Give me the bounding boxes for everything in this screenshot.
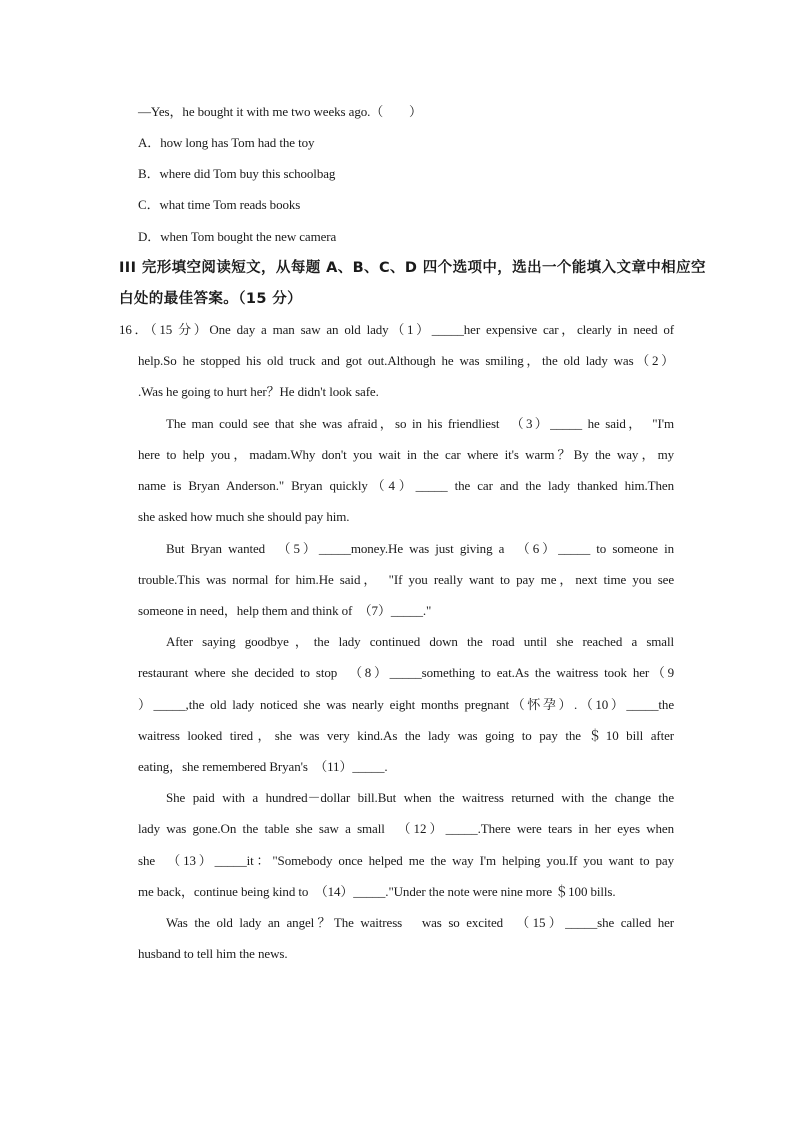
passage-line: someone in need，help them and think of （7）_____." <box>138 603 432 618</box>
passage-line: She paid with a hundred－dollar bill.But when the waitress returned with the change the <box>166 790 674 805</box>
passage-line: me back，continue being kind to （14）_____."Under the note were nine more ＄100 bills. <box>138 884 616 899</box>
passage-line: But Bryan wanted （5）_____money.He was just giving a （6）_____ to someone in <box>166 541 674 556</box>
passage-line: name is Bryan Anderson." Bryan quickly（4）_____ the car and the lady thanked him.Then <box>138 478 674 493</box>
option-a: A．how long has Tom had the toy <box>138 135 315 150</box>
passage-line: she （13）_____it："Somebody once helped me the way I'm helping you.If you want to pay <box>138 853 674 868</box>
passage-line: restaurant where she decided to stop （8）_____something to eat.As the waitress took her（9 <box>138 665 674 680</box>
passage-line: waitress looked tired，she was very kind.As the lady was going to pay the ＄10 bill after <box>138 728 674 743</box>
passage-line: .Was he going to hurt her？He didn't look safe. <box>138 384 379 399</box>
section-heading-line-1: III 完形填空阅读短文，从每题 A、B、C、D 四个选项中，选出一个能填入文章中相应空 <box>119 260 706 276</box>
passage-line: Was the old lady an angel？The waitress was so excited （15）_____she called her <box>166 915 674 930</box>
passage-line: lady was gone.On the table she saw a small （12）_____.There were tears in her eyes when <box>138 821 674 836</box>
option-c: C．what time Tom reads books <box>138 197 301 212</box>
passage-line: help.So he stopped his old truck and got out.Although he was smiling，the old lady was（2） <box>138 353 674 368</box>
passage-line: 16．（15 分）One day a man saw an old lady（1）_____her expensive car，clearly in need of <box>119 322 674 337</box>
passage-line: here to help you，madam.Why don't you wait in the car where it's warm？By the way，my <box>138 447 674 462</box>
section-heading-line-2: 白处的最佳答案。（15 分） <box>119 291 303 307</box>
passage-line: After saying goodbye，the lady continued down the road until she reached a small <box>166 634 674 649</box>
passage-line: she asked how much she should pay him. <box>138 509 350 524</box>
option-b: B．where did Tom buy this schoolbag <box>138 166 336 181</box>
option-d: D．when Tom bought the new camera <box>138 229 337 244</box>
passage-line: The man could see that she was afraid，so in his friendliest （3）_____ he said， "I'm <box>166 416 674 431</box>
passage-line: trouble.This was normal for him.He said， "If you really want to pay me，next time you see <box>138 572 674 587</box>
passage-line: ）_____,the old lady noticed she was nearly eight months pregnant（怀孕）.（10）_____the <box>138 697 674 712</box>
passage-line: eating，she remembered Bryan's （11）_____. <box>138 759 388 774</box>
prev-question-answer-line: —Yes，he bought it with me two weeks ago.（ ） <box>138 104 422 119</box>
passage-line: husband to tell him the news. <box>138 946 288 961</box>
